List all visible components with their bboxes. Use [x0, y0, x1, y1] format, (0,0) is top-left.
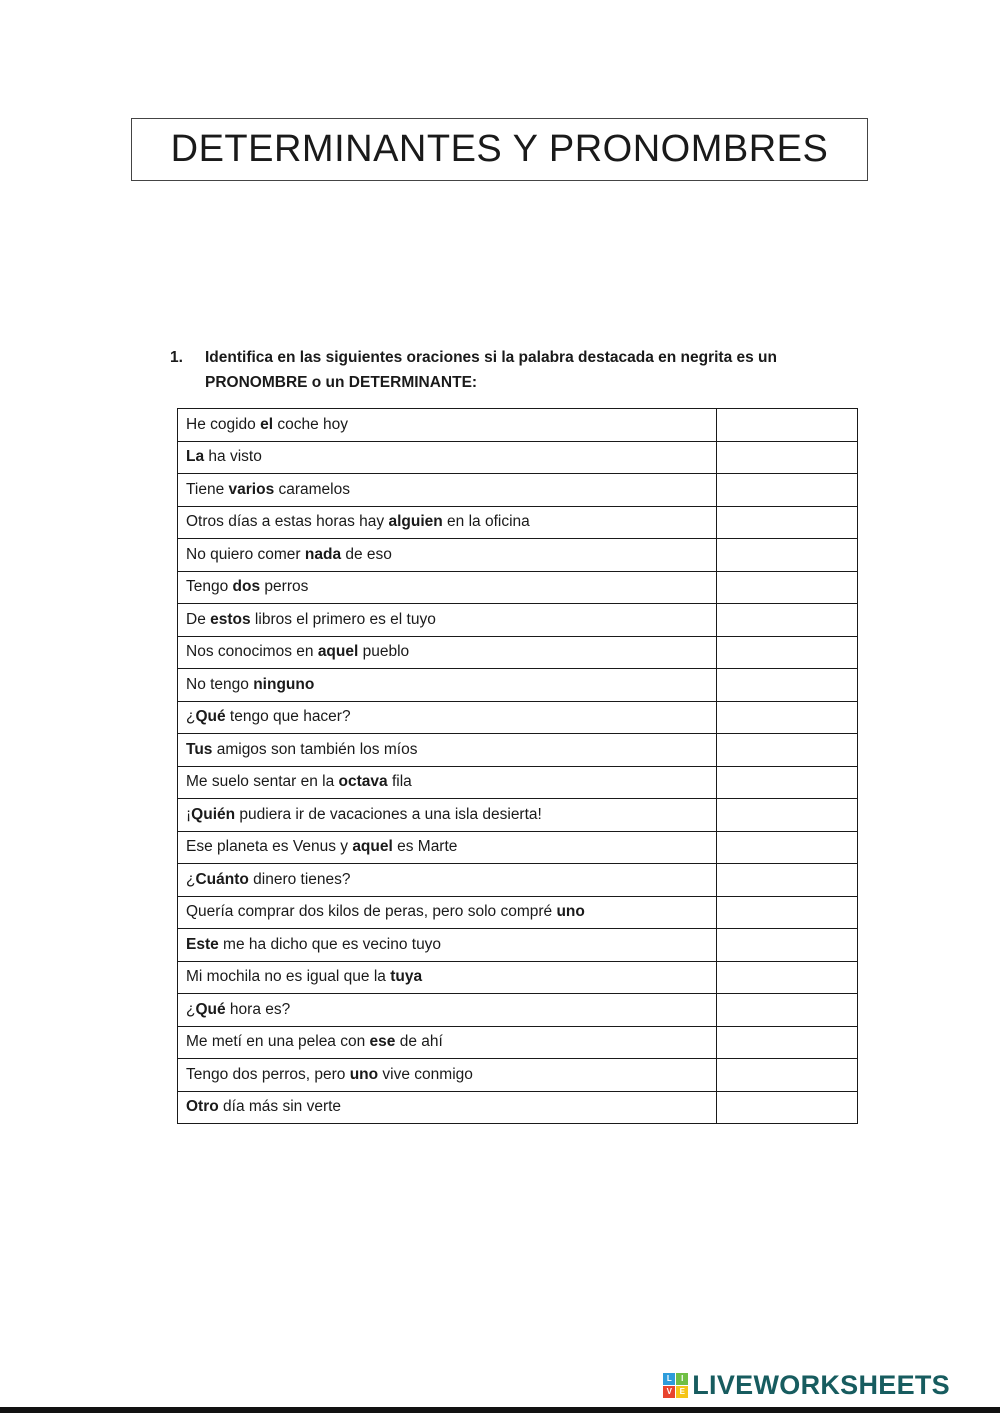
sentence-text: hora es?: [225, 1000, 291, 1018]
sentence-cell: [178, 506, 717, 539]
highlighted-word: Otro: [186, 1098, 219, 1116]
sentence-text: ¿: [186, 1000, 196, 1018]
highlighted-word: ese: [369, 1033, 396, 1051]
table-row: [178, 864, 858, 897]
highlighted-word: Qué: [195, 708, 226, 726]
highlighted-word: Este: [186, 935, 219, 953]
sentence-text: Me metí en una pelea con: [186, 1033, 370, 1051]
sentence-text: ha visto: [204, 448, 262, 466]
highlighted-word: dos: [232, 578, 261, 596]
table-row: [178, 571, 858, 604]
highlighted-word: estos: [210, 610, 251, 628]
sentence-cell: [178, 961, 717, 994]
answer-cell[interactable]: [717, 441, 858, 474]
highlighted-word: ninguno: [253, 675, 315, 693]
highlighted-word: tuya: [390, 968, 423, 986]
table-row: [178, 474, 858, 507]
sentence-cell: [178, 604, 717, 637]
logo-square: I: [676, 1373, 688, 1385]
page-title: DETERMINANTES Y PRONOMBRES: [170, 128, 829, 170]
answer-cell[interactable]: [717, 539, 858, 572]
highlighted-word: el: [260, 415, 274, 433]
highlighted-word: uno: [349, 1065, 379, 1083]
table-row: [178, 506, 858, 539]
answer-cell[interactable]: [717, 929, 858, 962]
sentence-text: Ese planeta es Venus y: [186, 838, 353, 856]
sentence-text: dinero tienes?: [248, 870, 351, 888]
sentence-text: de ahí: [395, 1033, 443, 1051]
sentence-text: ¿: [186, 708, 196, 726]
logo-square: L: [663, 1373, 675, 1385]
sentence-text: perros: [260, 578, 309, 596]
sentence-text: vive conmigo: [378, 1065, 473, 1083]
sentence-cell: [178, 1059, 717, 1092]
answer-cell[interactable]: [717, 961, 858, 994]
sentence-text: Quería comprar dos kilos de peras, pero solo compré: [186, 903, 557, 921]
answer-cell[interactable]: [717, 604, 858, 637]
table-row: [178, 994, 858, 1027]
highlighted-word: uno: [556, 903, 585, 921]
bottom-bar: [0, 1407, 1000, 1413]
table-row: [178, 961, 858, 994]
table-row: [178, 896, 858, 929]
sentence-text: día más sin verte: [218, 1098, 342, 1116]
table-row: [178, 1091, 858, 1124]
sentence-cell: [178, 1026, 717, 1059]
sentence-text: me ha dicho que es vecino tuyo: [218, 935, 442, 953]
answer-cell[interactable]: [717, 571, 858, 604]
sentence-text: pueblo: [358, 643, 410, 661]
sentence-cell: [178, 409, 717, 442]
sentence-text: ¿: [186, 870, 196, 888]
sentence-cell: [178, 994, 717, 1027]
footer: [663, 1370, 950, 1401]
answer-cell[interactable]: [717, 1026, 858, 1059]
table-row: [178, 734, 858, 767]
sentence-text: No tengo: [186, 675, 254, 693]
answer-cell[interactable]: [717, 864, 858, 897]
sentence-cell: [178, 669, 717, 702]
table-row: [178, 831, 858, 864]
sentence-text: Me suelo sentar en la: [186, 773, 339, 791]
logo-square: E: [676, 1386, 688, 1398]
sentence-text: de eso: [341, 545, 392, 563]
table-row: [178, 669, 858, 702]
sentence-text: fila: [387, 773, 412, 791]
sentence-cell: [178, 766, 717, 799]
highlighted-word: varios: [228, 480, 275, 498]
sentence-cell: [178, 929, 717, 962]
highlighted-word: nada: [304, 545, 342, 563]
instruction: [170, 345, 870, 395]
highlighted-word: Tus: [186, 740, 213, 758]
sentence-text: coche hoy: [273, 415, 349, 433]
worksheet-table-body: [178, 409, 858, 1124]
answer-cell[interactable]: [717, 409, 858, 442]
highlighted-word: Qué: [195, 1000, 226, 1018]
answer-cell[interactable]: [717, 636, 858, 669]
instruction-line1: Identifica en las siguientes oraciones si la palabra destacada en negrita es un: [205, 349, 777, 366]
table-row: [178, 636, 858, 669]
answer-cell[interactable]: [717, 506, 858, 539]
table-row: [178, 441, 858, 474]
highlighted-word: alguien: [388, 513, 443, 531]
table-row: [178, 604, 858, 637]
sentence-cell: [178, 799, 717, 832]
brand-name: LIVEWORKSHEETS: [692, 1370, 950, 1400]
instruction-text: [205, 345, 777, 395]
sentence-text: He cogido: [186, 415, 261, 433]
answer-cell[interactable]: [717, 831, 858, 864]
sentence-cell: [178, 701, 717, 734]
answer-cell[interactable]: [717, 1059, 858, 1092]
answer-cell[interactable]: [717, 669, 858, 702]
answer-cell[interactable]: [717, 734, 858, 767]
sentence-text: De: [186, 610, 211, 628]
sentence-cell: [178, 636, 717, 669]
sentence-text: Otros días a estas horas hay: [186, 513, 389, 531]
sentence-text: libros el primero es el tuyo: [250, 610, 436, 628]
table-row: [178, 409, 858, 442]
answer-cell[interactable]: [717, 1091, 858, 1124]
answer-cell[interactable]: [717, 896, 858, 929]
sentence-cell: [178, 1091, 717, 1124]
sentence-cell: [178, 831, 717, 864]
sentence-text: Tiene: [186, 480, 229, 498]
sentence-cell: [178, 474, 717, 507]
sentence-text: ¡: [186, 805, 192, 823]
answer-cell[interactable]: [717, 701, 858, 734]
sentence-text: tengo que hacer?: [225, 708, 351, 726]
highlighted-word: Quién: [191, 805, 236, 823]
highlighted-word: Cuánto: [195, 870, 249, 888]
sentence-text: Mi mochila no es igual que la: [186, 968, 391, 986]
table-row: [178, 766, 858, 799]
sentence-text: caramelos: [274, 480, 350, 498]
sentence-text: No quiero comer: [186, 545, 305, 563]
sentence-text: en la oficina: [442, 513, 530, 531]
worksheet-table: [177, 408, 858, 1124]
sentence-text: Nos conocimos en: [186, 643, 318, 661]
table-row: [178, 539, 858, 572]
answer-cell[interactable]: [717, 994, 858, 1027]
sentence-cell: [178, 734, 717, 767]
table-row: [178, 701, 858, 734]
answer-cell[interactable]: [717, 766, 858, 799]
instruction-line2: PRONOMBRE o un DETERMINANTE:: [205, 374, 478, 391]
sentence-text: Tengo dos perros, pero: [186, 1065, 350, 1083]
answer-cell[interactable]: [717, 799, 858, 832]
table-row: [178, 929, 858, 962]
sentence-text: amigos son también los míos: [212, 740, 418, 758]
table-row: [178, 1026, 858, 1059]
title-box: [131, 118, 868, 181]
answer-cell[interactable]: [717, 474, 858, 507]
highlighted-word: octava: [338, 773, 388, 791]
table-row: [178, 1059, 858, 1092]
sentence-text: es Marte: [392, 838, 458, 856]
highlighted-word: La: [186, 448, 205, 466]
highlighted-word: aquel: [317, 643, 359, 661]
table-row: [178, 799, 858, 832]
logo-square: V: [663, 1386, 675, 1398]
sentence-text: Tengo: [186, 578, 233, 596]
sentence-cell: [178, 539, 717, 572]
sentence-cell: [178, 441, 717, 474]
highlighted-word: aquel: [352, 838, 393, 856]
liveworksheets-icon: [663, 1373, 688, 1398]
sentence-text: pudiera ir de vacaciones a una isla desierta!: [235, 805, 542, 823]
sentence-cell: [178, 896, 717, 929]
sentence-cell: [178, 864, 717, 897]
sentence-cell: [178, 571, 717, 604]
instruction-number: 1.: [170, 349, 183, 366]
